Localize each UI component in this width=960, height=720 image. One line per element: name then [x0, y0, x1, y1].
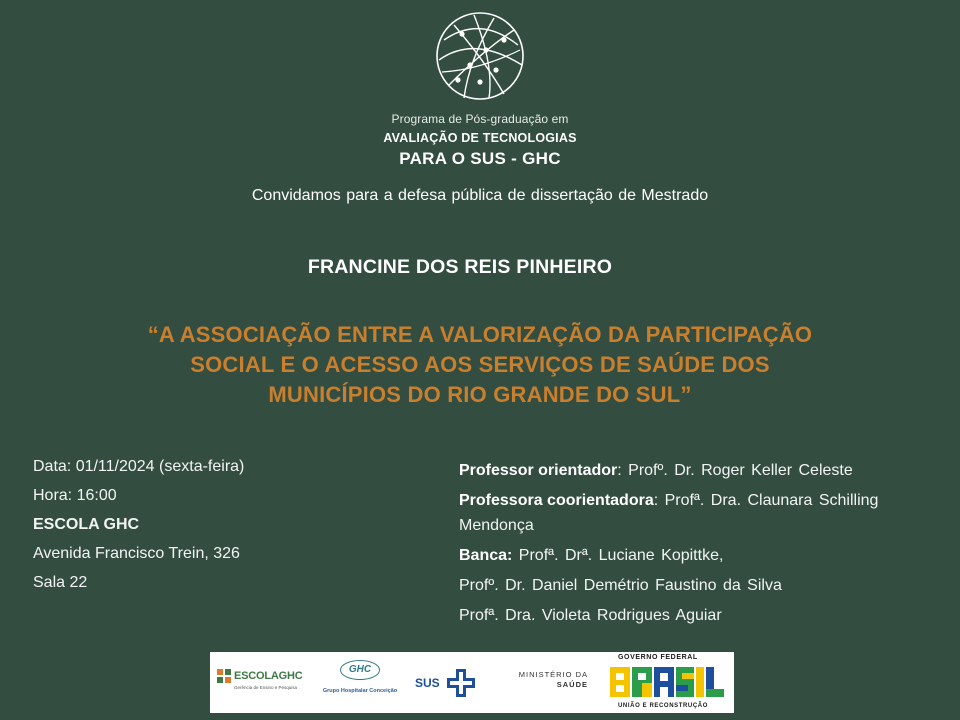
- board-member: Profª. Drª. Luciane Kopittke,: [512, 547, 724, 564]
- ghc-logo: [320, 660, 400, 706]
- board-label: Banca:: [459, 547, 513, 564]
- coadvisor-name: : Profª. Dra. Claunara Schilling Mendonça: [459, 492, 879, 534]
- brasil-wordmark-icon: [608, 663, 728, 701]
- ministerio-line1: MINISTÉRIO DA: [518, 670, 588, 679]
- title-line: “A ASSOCIAÇÃO ENTRE A VALORIZAÇÃO DA PARTICIPAÇÃO: [147, 322, 813, 347]
- invitation-text: Convidamos para a defesa pública de dissertação de Mestrado: [251, 187, 709, 204]
- title-line: MUNICÍPIOS DO RIO GRANDE DO SUL”: [268, 382, 692, 407]
- program-name-line2: AVALIAÇÃO DE TECNOLOGIAS: [383, 131, 577, 145]
- escola-ghc-icon: [216, 668, 232, 684]
- program-logo: [380, 10, 580, 169]
- event-details: [33, 456, 244, 601]
- governo-federal-text: GOVERNO FEDERAL: [618, 654, 698, 661]
- advisor: [459, 458, 929, 483]
- event-venue: ESCOLA GHC: [33, 516, 140, 533]
- coadvisor: [459, 488, 929, 538]
- event-room: Sala 22: [33, 574, 88, 591]
- ministerio-line2: SAÚDE: [556, 680, 588, 689]
- title-line: SOCIAL E O ACESSO AOS SERVIÇOS DE SAÚDE DOS: [190, 352, 770, 377]
- circle-network-icon: [434, 10, 526, 102]
- board-member: Profª. Dra. Violeta Rodrigues Aguiar: [459, 607, 722, 624]
- escola-subtitle: Gerência de Ensino e Pesquisa: [234, 685, 298, 690]
- coadvisor-label: Professora coorientadora: [459, 492, 654, 509]
- board-member: Profº. Dr. Daniel Demétrio Faustino da Silva: [459, 577, 782, 594]
- event-address: Avenida Francisco Trein, 326: [33, 545, 240, 562]
- sponsor-logos-bar: [210, 652, 734, 713]
- escola-ghc-logo: [216, 666, 308, 700]
- advisor-label: Professor orientador: [459, 462, 618, 479]
- candidate-name: FRANCINE DOS REIS PINHEIRO: [307, 256, 613, 278]
- event-time: Hora: 16:00: [33, 487, 117, 504]
- board: [459, 543, 929, 568]
- sus-cross-icon: [445, 667, 477, 699]
- dissertation-title: [40, 320, 920, 410]
- event-date: Data: 01/11/2024 (sexta-feira): [33, 458, 245, 475]
- program-name-line1: Programa de Pós-graduação em: [391, 112, 569, 126]
- program-name-line3: PARA O SUS - GHC: [399, 149, 561, 168]
- committee-list: [459, 458, 929, 633]
- sus-text: SUS: [415, 676, 440, 690]
- sus-logo: [415, 664, 485, 700]
- uniao-reconstrucao-text: UNIÃO E RECONSTRUÇÃO: [618, 703, 709, 709]
- ghc-mark: GHC: [340, 660, 380, 680]
- escola-text: ESCOLA: [234, 670, 279, 682]
- ghc-text: GHC: [278, 670, 303, 682]
- governo-federal-logo: [600, 652, 734, 713]
- advisor-name: : Profº. Dr. Roger Keller Celeste: [617, 462, 853, 479]
- ministerio-saude-logo: [498, 670, 588, 690]
- ghc-subtitle: Grupo Hospitalar Conceição: [322, 688, 398, 694]
